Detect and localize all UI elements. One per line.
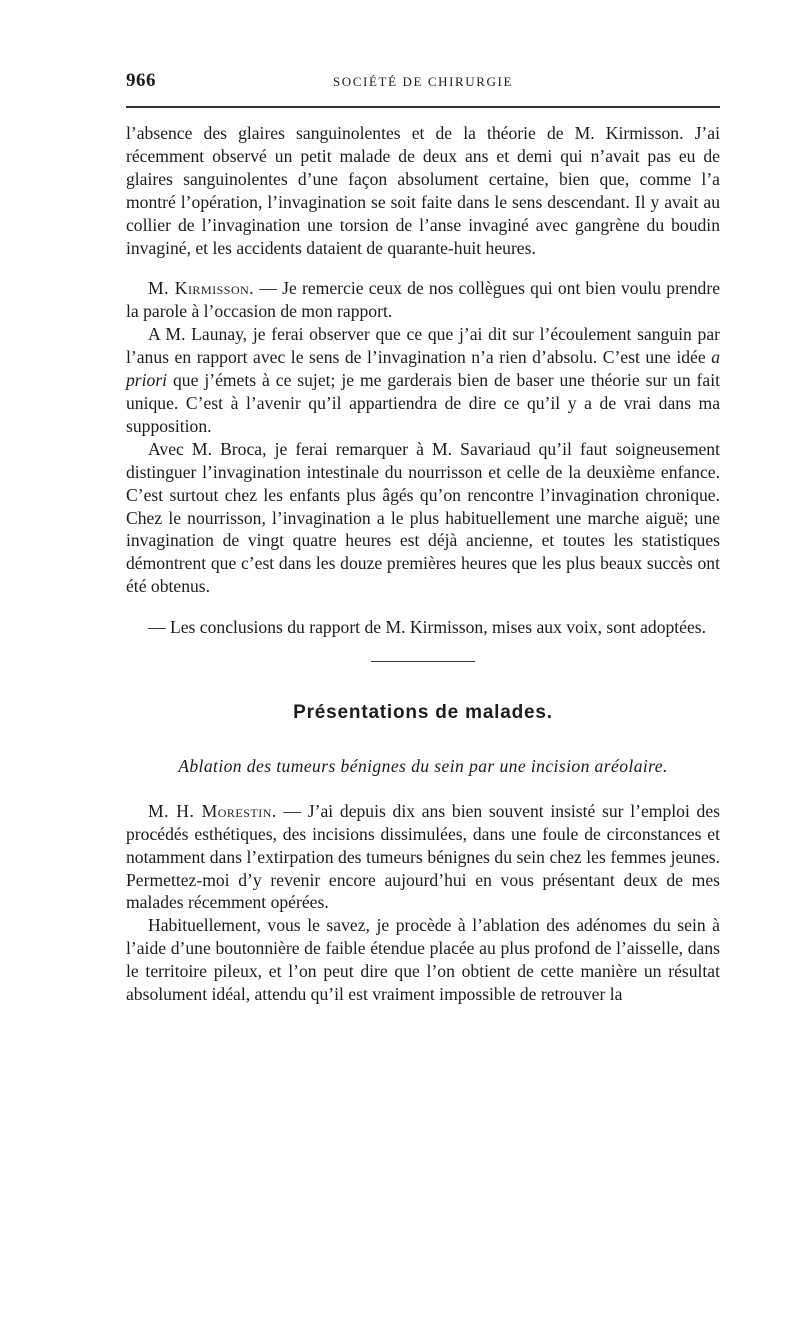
- speaker-morestin: M. H. Morestin.: [148, 800, 277, 821]
- paragraph-6-text: — J’ai depuis dix ans bien souvent insisté sur l’emploi des procédés esthétiques, des incisions dissimulées, dans une foule de circonstances et notamment dans l’extirpation des tumeurs bénignes du sein chez les femmes jeunes. Permettez-moi d’y revenir encore aujourd’hui en vous présentant deux de mes malades récemment opérées.: [126, 800, 720, 913]
- header-rule: [126, 106, 720, 108]
- paragraph-7: Habituellement, vous le savez, je procède à l’ablation des adénomes du sein à l’aide d’une boutonnière de faible étendue placée au plus profond de l’aisselle, dans le territoire pileux, et l’on peut dire que l’on obtient de cette manière un résultat absolument idéal, attendu qu’il est vraiment impossible de retrouver la: [126, 915, 720, 1005]
- paragraph-3: [126, 323, 720, 438]
- paragraph-3-text-b: que j’émets à ce sujet; je me garderais bien de baser une théorie sur un fait unique. C’est à l’avenir qu’il appartiendra de dire ce qu’il y a de vrai dans ma supposition.: [126, 370, 720, 436]
- paragraph-3-text-a: A M. Launay, je ferai observer que ce que j’ai dit sur l’écoulement sanguin par l’anus en rapport avec le sens de l’invagination n’a rien d’absolu. C’est une idée: [126, 324, 720, 368]
- section-separator: [371, 661, 475, 662]
- body-text: [126, 122, 720, 1006]
- speaker-kirmisson: M. Kirmisson.: [148, 278, 255, 299]
- paragraph-6: [126, 800, 720, 915]
- paragraph-2-text: — Je remercie ceux de nos collègues qui ont bien voulu prendre la parole à l’occasion de mon rapport.: [126, 278, 721, 322]
- page-header: [126, 70, 720, 96]
- paragraph-1: l’absence des glaires sanguinolentes et de la théorie de M. Kirmisson. J’ai récemment observé un petit malade de deux ans et demi qui n’avait pas eu de glaires sanguinolentes d’une façon absolument certaine, bien que, comme l’a montré l’opération, l’invagination se soit faite dans le sens descendant. Il y avait au collier de l’invagination une torsion de l’anse invaginé avec gangrène du boudin invaginé, et les accidents dataient de quarante-huit heures.: [126, 123, 720, 258]
- running-head: SOCIÉTÉ DE CHIRURGIE: [332, 74, 514, 89]
- paragraph-2: [126, 277, 720, 323]
- section-subtitle: Ablation des tumeurs bénignes du sein par une incision aréolaire.: [178, 755, 668, 776]
- section-title: Présentations de malades.: [293, 702, 553, 724]
- page-number: 966: [126, 70, 156, 91]
- paragraph-5: — Les conclusions du rapport de M. Kirmisson, mises aux voix, sont adoptées.: [148, 617, 707, 638]
- paragraph-4: Avec M. Broca, je ferai remarquer à M. Savariaud qu’il faut soigneusement distinguer l’invagination intestinale du nourrisson et celle de la deuxième enfance. C’est surtout chez les enfants plus âgés qu’on rencontre l’invagination chronique. Chez le nourrisson, l’invagination a le plus habituellement une marche aiguë; une invagination de vingt quatre heures est déjà ancienne, et toutes les statistiques démontrent que c’est dans les douze premières heures que les plus beaux succès ont été obtenus.: [126, 438, 720, 597]
- paragraph-3-italic: a priori: [126, 347, 720, 391]
